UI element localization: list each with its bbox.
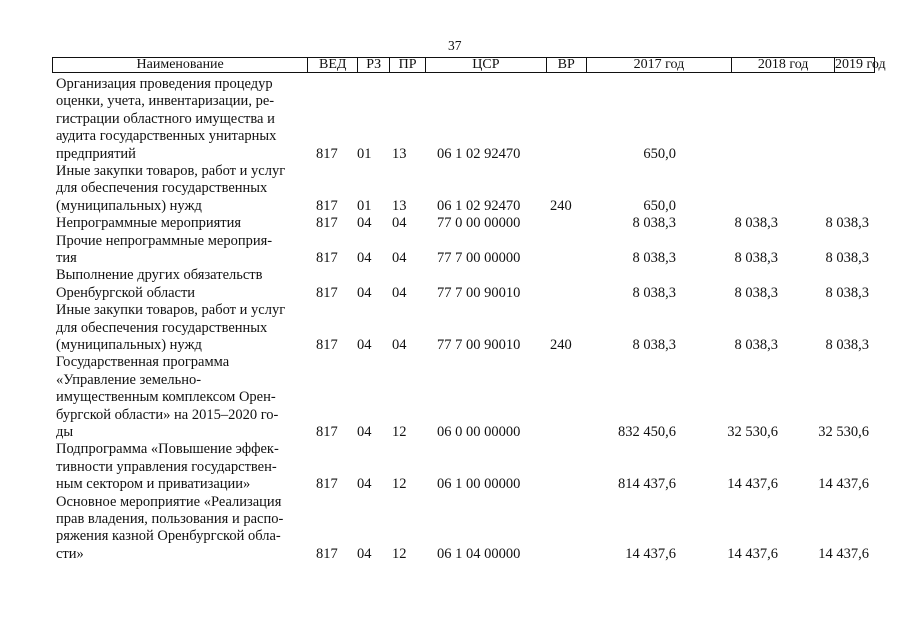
row-name-line: Оренбургской области <box>56 284 196 301</box>
cell-year-2017: 832 450,6 <box>618 423 676 440</box>
header-rz: РЗ <box>357 58 389 72</box>
cell-year-2019: 32 530,6 <box>818 423 869 440</box>
table-row <box>0 215 905 232</box>
cell-ved: 817 <box>316 215 338 232</box>
cell-rz: 01 <box>357 197 372 214</box>
row-name-line: «Управление земельно- <box>56 371 202 388</box>
cell-year-2019: 14 437,6 <box>818 476 869 493</box>
table-row <box>0 302 905 354</box>
cell-ved: 817 <box>316 545 338 562</box>
cell-csr: 06 1 04 00000 <box>437 545 521 562</box>
cell-ved: 817 <box>316 336 338 353</box>
cell-ved: 817 <box>316 145 338 162</box>
cell-ved: 817 <box>316 423 338 440</box>
cell-vr: 240 <box>550 197 572 214</box>
row-name-line: имущественным комплексом Орен- <box>56 389 276 406</box>
row-name <box>56 76 301 163</box>
cell-pr: 12 <box>392 476 407 493</box>
cell-year-2019: 14 437,6 <box>818 545 869 562</box>
row-name-line: Прочие непрограммные мероприя- <box>56 232 273 249</box>
cell-csr: 06 1 02 92470 <box>437 197 521 214</box>
cell-csr: 77 7 00 90010 <box>437 284 521 301</box>
cell-rz: 04 <box>357 284 372 301</box>
row-name-line: для обеспечения государственных <box>56 180 268 197</box>
header-csr: ЦСР <box>425 58 546 72</box>
row-name-line: бургской области» на 2015–2020 го- <box>56 406 279 423</box>
row-name-line: оценки, учета, инвентаризации, ре- <box>56 93 275 110</box>
cell-year-2019: 8 038,3 <box>825 249 869 266</box>
cell-csr: 77 0 00 00000 <box>437 215 521 232</box>
cell-year-2017: 8 038,3 <box>632 284 676 301</box>
row-name <box>56 267 301 302</box>
row-name-line: тия <box>56 250 77 266</box>
cell-year-2018: 8 038,3 <box>734 215 778 232</box>
row-name-line: прав владения, пользования и распо- <box>56 511 284 527</box>
cell-year-2017: 8 038,3 <box>632 336 676 353</box>
row-name-line: Иные закупки товаров, работ и услуг <box>56 302 286 319</box>
cell-year-2019: 8 038,3 <box>825 215 869 232</box>
cell-year-2018: 32 530,6 <box>727 423 778 440</box>
header-year-2018: 2018 год <box>731 58 834 72</box>
cell-ved: 817 <box>316 284 338 301</box>
header-year-2017: 2017 год <box>586 58 732 72</box>
row-name <box>56 233 301 268</box>
cell-year-2018: 8 038,3 <box>734 249 778 266</box>
cell-ved: 817 <box>316 476 338 493</box>
cell-year-2017: 650,0 <box>643 145 676 162</box>
table-header <box>52 57 886 73</box>
row-name-line: (муниципальных) нужд <box>56 337 202 353</box>
header-name: Наименование <box>136 57 224 72</box>
cell-pr: 04 <box>392 284 407 301</box>
cell-pr: 12 <box>392 545 407 562</box>
cell-rz: 04 <box>357 545 372 562</box>
cell-vr: 240 <box>550 336 572 353</box>
row-name-line: Непрограммные мероприятия <box>56 215 242 232</box>
table-row <box>0 494 905 564</box>
row-name-line: Организация проведения процедур <box>56 76 273 92</box>
header-pr: ПР <box>389 58 425 72</box>
cell-csr: 77 7 00 90010 <box>437 336 521 353</box>
cell-csr: 77 7 00 00000 <box>437 249 521 266</box>
cell-rz: 04 <box>357 249 372 266</box>
row-name-line: Основное мероприятие «Реализация <box>56 493 282 510</box>
cell-csr: 06 1 02 92470 <box>437 145 521 162</box>
cell-year-2018: 8 038,3 <box>734 336 778 353</box>
row-name-line: гистрации областного имущества и <box>56 110 275 127</box>
cell-rz: 04 <box>357 336 372 353</box>
header-year-2019: 2019 год <box>835 57 886 72</box>
table-row <box>0 441 905 493</box>
row-name-line: ным сектором и приватизации» <box>56 476 251 493</box>
row-name-line: Выполнение других обязательств <box>56 267 263 284</box>
cell-year-2017: 14 437,6 <box>625 545 676 562</box>
table-row <box>0 354 905 441</box>
cell-year-2018: 8 038,3 <box>734 284 778 301</box>
cell-year-2017: 814 437,6 <box>618 476 676 493</box>
cell-pr: 04 <box>392 215 407 232</box>
row-name-line: Государственная программа <box>56 354 230 371</box>
row-name-line: тивности управления государствен- <box>56 458 277 475</box>
row-name-line: сти» <box>56 545 84 562</box>
cell-rz: 04 <box>357 423 372 440</box>
cell-ved: 817 <box>316 197 338 214</box>
page-number: 37 <box>448 38 462 53</box>
row-name-line: Подпрограмма «Повышение эффек- <box>56 441 279 458</box>
cell-year-2019: 8 038,3 <box>825 336 869 353</box>
table-row <box>0 76 905 163</box>
header-ved: ВЕД <box>307 58 357 72</box>
row-name <box>56 441 301 493</box>
row-name <box>56 163 301 215</box>
header-vr: ВР <box>546 58 586 72</box>
row-name <box>56 302 301 354</box>
row-name-line: (муниципальных) нужд <box>56 197 202 214</box>
cell-pr: 04 <box>392 336 407 353</box>
cell-year-2017: 650,0 <box>643 197 676 214</box>
cell-pr: 04 <box>392 249 407 266</box>
row-name <box>56 215 301 232</box>
cell-pr: 12 <box>392 423 407 440</box>
cell-year-2019: 8 038,3 <box>825 284 869 301</box>
cell-csr: 06 1 00 00000 <box>437 476 521 493</box>
cell-pr: 13 <box>392 145 407 162</box>
cell-year-2017: 8 038,3 <box>632 215 676 232</box>
row-name-line: для обеспечения государственных <box>56 319 268 336</box>
row-name-line: ды <box>56 424 74 441</box>
cell-rz: 04 <box>357 215 372 232</box>
row-name-line: ряжения казной Оренбургской обла- <box>56 528 281 545</box>
cell-csr: 06 0 00 00000 <box>437 423 521 440</box>
row-name <box>56 494 301 564</box>
cell-year-2018: 14 437,6 <box>727 545 778 562</box>
table-row <box>0 267 905 302</box>
row-name <box>56 354 301 441</box>
row-name-line: аудита государственных унитарных <box>56 128 277 145</box>
cell-year-2017: 8 038,3 <box>632 249 676 266</box>
cell-rz: 01 <box>357 145 372 162</box>
table-row <box>0 233 905 268</box>
cell-pr: 13 <box>392 197 407 214</box>
row-name-line: Иные закупки товаров, работ и услуг <box>56 163 286 179</box>
row-name-line: предприятий <box>56 145 136 162</box>
cell-ved: 817 <box>316 249 338 266</box>
table-row <box>0 163 905 215</box>
cell-year-2018: 14 437,6 <box>727 476 778 493</box>
cell-rz: 04 <box>357 476 372 493</box>
